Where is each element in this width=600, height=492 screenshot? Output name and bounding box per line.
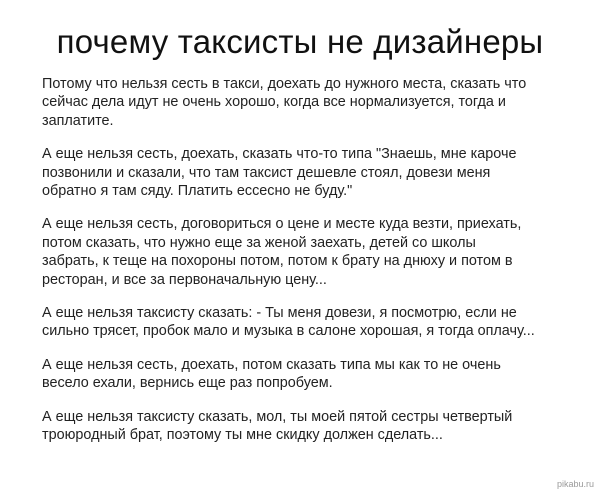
paragraph-1: Потому что нельзя сесть в такси, доехать до нужного места, сказать что сейчас дела идут не очень хорошо, когда все нормализуется, тогда и заплатите.	[42, 76, 527, 129]
article-body	[42, 75, 576, 460]
paragraph-2: А еще нельзя сесть, доехать, сказать что-то типа "Знаешь, мне кароче позвонили и сказали, что там таксист дешевле стоял, довези меня обратно я там сяду. Платить ессесно не буду."	[42, 146, 517, 200]
watermark: pikabu.ru	[556, 479, 594, 489]
page-title: почему таксисты не дизайнеры	[56, 23, 544, 60]
paragraph-3: А еще нельзя сесть, договориться о цене и месте куда везти, приехать, потом сказать, что нужно еще за женой заехать, детей со школы забрать, к теще на похороны потом, потом к брату на днюху и потом в ресторан, и все за первоначальную цену...	[42, 216, 522, 288]
paragraph-5: А еще нельзя сесть, доехать, потом сказать типа мы как то не очень весело ехали, вернись еще раз попробуем.	[42, 356, 501, 392]
paragraph-6: А еще нельзя таксисту сказать, мол, ты моей пятой сестры четвертый троюродный брат, поэтому ты мне скидку должен сделать...	[42, 408, 513, 444]
paragraph-4: А еще нельзя таксисту сказать: - Ты меня довези, я посмотрю, если не сильно трясет, пробок мало и музыка в салоне хорошая, я тогда оплачу...	[42, 305, 535, 340]
